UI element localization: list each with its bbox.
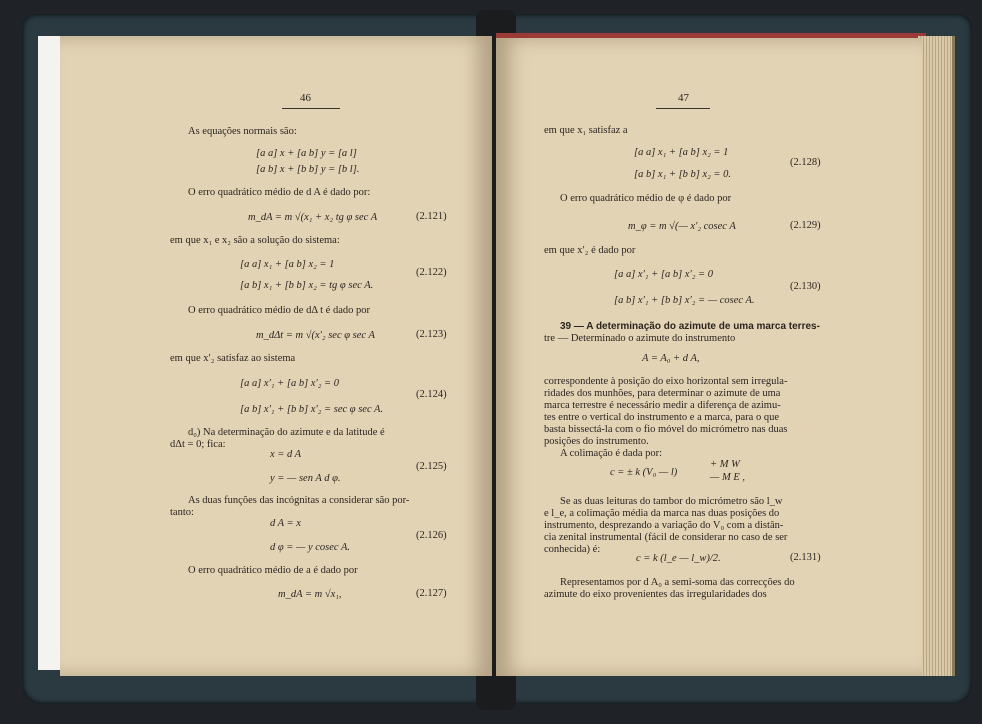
text-line: basta bissectá-la com o fio móvel do micrómetro nas duas xyxy=(544,424,788,435)
left-page xyxy=(60,36,492,676)
equation-number: (2.130) xyxy=(790,281,821,292)
text-line: em que x′₂ satisfaz ao sistema xyxy=(170,353,296,364)
text-line: As duas funções das incógnitas a considerar são por- xyxy=(188,495,410,506)
equation: c = k (l_e — l_w)/2. xyxy=(636,553,721,564)
text-line: ridades dos munhões, para determinar o azimute de uma xyxy=(544,388,781,399)
equation: [a a] x′₁ + [a b] x′₂ = 0 xyxy=(240,378,339,389)
equation: m_φ = m √(— x′₂ cosec A xyxy=(628,221,736,232)
equation: d A = x xyxy=(270,518,301,529)
text-line: d₀) Na determinação do azimute e da latitude é xyxy=(188,427,385,438)
text-line: dΔt = 0; fica: xyxy=(170,439,226,450)
page-number: 47 xyxy=(678,92,689,104)
text-line: O erro quadrático médio de a é dado por xyxy=(188,565,358,576)
text-line: Se as duas leituras do tambor do micrómetro são l_w xyxy=(560,496,783,507)
equation: — M E , xyxy=(710,472,745,483)
equation-number: (2.127) xyxy=(416,588,447,599)
text-line: e l_e, a colimação média da marca nas duas posições do xyxy=(544,508,780,519)
equation: x = d A xyxy=(270,449,302,460)
text-line: posições do instrumento. xyxy=(544,436,649,447)
text-line: tes entre o vertical do instrumento e a marca, para o que xyxy=(544,412,779,423)
text-line: Representamos por d A₀ a semi-soma das correcções do xyxy=(560,577,795,588)
text-line: tre — Determinado o azimute do instrumento xyxy=(544,333,736,344)
text-line: em que x₁ satisfaz a xyxy=(544,125,628,136)
equation-number: (2.123) xyxy=(416,329,447,340)
page-number: 46 xyxy=(300,92,311,104)
text-line: em que x₁ e x₂ são a solução do sistema: xyxy=(170,235,340,246)
text-line: O erro quadrático médio de dΔ t é dado por xyxy=(188,305,370,316)
text-line: tanto: xyxy=(170,507,194,518)
equation-number: (2.129) xyxy=(790,220,821,231)
text-line: O erro quadrático médio de φ é dado por xyxy=(560,193,732,204)
equation: [a a] x₁ + [a b] x₂ = 1 xyxy=(634,147,729,158)
equation-number: (2.121) xyxy=(416,211,447,222)
equation-number: (2.124) xyxy=(416,389,447,400)
equation: [a b] x₁ + [b b] x₂ = tg φ sec A. xyxy=(240,280,374,291)
text-line: marca terrestre é necessário medir a diferença de azimu- xyxy=(544,400,781,411)
equation: [a b] x′₁ + [b b] x′₂ = — cosec A. xyxy=(614,295,755,306)
text-line: em que x′₂ é dado por xyxy=(544,245,636,256)
text-line: A colimação é dada por: xyxy=(560,448,663,459)
equation: A = A₀ + d A, xyxy=(642,353,700,364)
equation: d φ = — y cosec A. xyxy=(270,542,351,553)
header-rule xyxy=(282,108,340,109)
header-rule xyxy=(656,108,710,109)
equation: m_dA = m √x₁, xyxy=(278,589,342,600)
section-heading: 39 — A determinação do azimute de uma marca terres- xyxy=(560,321,820,332)
text-line: conhecida) é: xyxy=(544,544,601,555)
equation-number: (2.131) xyxy=(790,552,821,563)
equation: m_dA = m √(x₁ + x₂ tg φ sec A xyxy=(248,212,378,223)
text-line: azimute do eixo provenientes das irregularidades dos xyxy=(544,589,767,600)
page-stack xyxy=(918,36,955,676)
equation: [a a] x′₁ + [a b] x′₂ = 0 xyxy=(614,269,713,280)
equation: [a a] x + [a b] y = [a l] xyxy=(256,148,357,159)
equation: [a b] x₁ + [b b] x₂ = 0. xyxy=(634,169,732,180)
equation-number: (2.126) xyxy=(416,530,447,541)
text-line: cia zenital instrumental (fácil de considerar no caso de ser xyxy=(544,532,788,543)
text-line: instrumento, desprezando a variação do V₀ com a distân- xyxy=(544,520,784,531)
equation: y = — sen A d φ. xyxy=(270,473,341,484)
equation: [a b] x′₁ + [b b] x′₂ = sec φ sec A. xyxy=(240,404,384,415)
text-line: correspondente à posição do eixo horizontal sem irregula- xyxy=(544,376,788,387)
equation-number: (2.122) xyxy=(416,267,447,278)
text-line: As equações normais são: xyxy=(188,126,297,137)
equation-number: (2.128) xyxy=(790,157,821,168)
equation: [a a] x₁ + [a b] x₂ = 1 xyxy=(240,259,335,270)
equation-number: (2.125) xyxy=(416,461,447,472)
equation: c = ± k (V₀ — l) xyxy=(610,467,678,478)
right-page xyxy=(496,38,922,676)
equation: m_dΔt = m √(x′₂ sec φ sec A xyxy=(256,330,375,341)
text-line: O erro quadrático médio de d A é dado por: xyxy=(188,187,371,198)
equation: + M W xyxy=(710,459,740,470)
equation: [a b] x + [b b] y = [b l]. xyxy=(256,164,360,175)
